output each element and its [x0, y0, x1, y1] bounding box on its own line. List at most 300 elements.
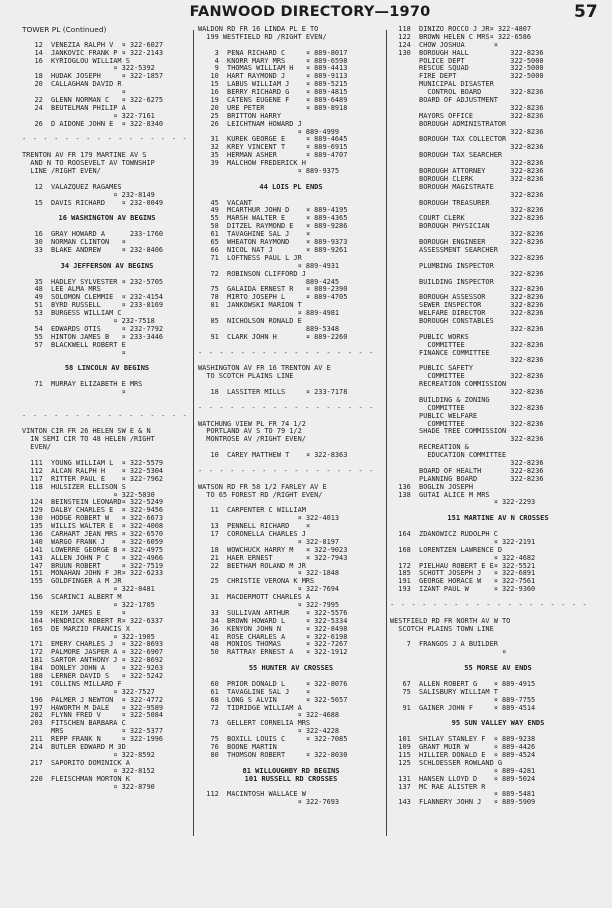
directory-line: 20 URE PETER ¤ 889-8918	[198, 104, 348, 112]
directory-line: BOROUGH ASSESSOR 322-8236	[390, 294, 544, 302]
page-title: FANWOOD DIRECTORY—1970	[189, 4, 431, 20]
directory-line: ¤ 322-7161	[22, 112, 155, 120]
section-divider: - - - - - - - - - - - - - - - - -	[198, 349, 375, 357]
directory-line: VINTON CIR FR 26 HELEN SW E & N	[22, 428, 151, 436]
spacer	[390, 657, 606, 665]
directory-line: ¤ 322-4013	[198, 515, 340, 523]
directory-line: 136 CARHART JEAN MRS ¤ 322-6570	[22, 531, 164, 538]
directory-line: 66 NICOL NAT J ¤ 889-9261	[198, 246, 348, 254]
directory-line: ¤ 889-4999	[198, 128, 340, 136]
directory-line: 136 BOGLIN JOSEPH	[390, 483, 473, 491]
directory-line: WASHINGTON AV FR 16 TRENTON AV E	[198, 365, 331, 373]
spacer	[390, 712, 606, 720]
directory-line: 16 BERRY RICHARD G ¤ 889-4815	[198, 89, 348, 97]
directory-line: 322-8236	[390, 459, 544, 467]
directory-line: COURT CLERK 322-8236	[390, 215, 544, 223]
directory-line: 91 CLARK JOHN H ¤ 889-2260	[198, 333, 348, 341]
directory-line: 322-8236	[390, 104, 544, 112]
directory-line: BUILDING & ZONING	[390, 396, 490, 404]
directory-line: PLANNING BOARD 322-8236	[390, 475, 544, 483]
directory-line: 220 FLEISCHMAN MORTON K	[22, 775, 130, 783]
directory-line: 151 MONAHAN JOHN F JR¤ 322-6233	[22, 570, 164, 578]
directory-line: 118 HULSIZER ELLISON S	[22, 483, 126, 491]
directory-line: ¤ 322-7995	[198, 602, 340, 610]
directory-line: 322-8236	[390, 128, 544, 136]
spacer	[390, 507, 606, 515]
directory-line: BOROUGH PHYSICIAN	[390, 223, 490, 231]
directory-line: 141 LOWERRE GEORGE B ¤ 322-4975	[22, 546, 164, 554]
spacer	[198, 397, 384, 405]
spacer	[198, 476, 384, 484]
directory-line: ¤	[22, 349, 126, 357]
directory-line: 91 GAINER JOHN F ¤ 889-4514	[390, 704, 536, 712]
directory-line: 143 ALLEN JOHN P C ¤ 322-4966	[22, 554, 164, 562]
section-divider: - - - - - - - - - - - - - - - - -	[198, 404, 375, 412]
directory-line: 168 LORENTZEN LAWRENCE D	[390, 546, 503, 554]
spacer	[22, 405, 192, 413]
directory-line: WATSON RD FR 58 1/2 FARLEY AV E	[198, 483, 327, 491]
directory-line: 25 BRITTON HARRY	[198, 112, 281, 120]
cross-street-heading: 101 RUSSELL RD CROSSES	[244, 775, 338, 783]
spacer	[22, 176, 192, 184]
directory-line: ¤ 322-2293	[390, 499, 536, 507]
directory-line: MUNICIPAL DISASTER	[390, 81, 494, 89]
directory-line: BOROUGH TAX SEARCHER	[390, 152, 503, 160]
directory-line: 217 SAPORITO DOMINICK A	[22, 759, 130, 767]
spacer	[198, 673, 384, 681]
directory-line: 322-8236	[390, 436, 544, 444]
directory-line: 11 CARPENTER C WILLIAM	[198, 507, 306, 515]
directory-line: 39 MALCHOW FREDERICK H	[198, 160, 306, 168]
directory-line: 140 WARGO FRANK J ¤ 322-6059	[22, 538, 164, 546]
directory-line: BOROUGH ENGINEER 322-8236	[390, 239, 544, 247]
directory-line: ¤	[390, 649, 507, 657]
directory-line: 191 COLLINS MILLARD F	[22, 680, 122, 688]
directory-line: ¤ 889-4281	[390, 767, 536, 775]
directory-line: 165 DE MARZIO FRANCIS X	[22, 625, 130, 633]
spacer	[198, 760, 384, 768]
spacer	[22, 421, 192, 429]
directory-line: 101 SHILAY STANLEY F ¤ 889-9238	[390, 736, 536, 744]
directory-line: COMMITTEE 322-8236	[390, 420, 544, 428]
directory-line: 18 WOWCHUCK HARRY M ¤ 322-9023	[198, 546, 348, 554]
cross-street-heading: 58 LINCOLN AV BEGINS	[64, 365, 150, 373]
directory-line: 16 GRAY HOWARD A 233-1760	[22, 231, 164, 239]
directory-line: PUBLIC SAFETY	[390, 365, 473, 373]
directory-line: ¤ 889-4931	[198, 262, 340, 270]
directory-line: PLUMBING INSPECTOR	[390, 262, 494, 270]
spacer	[22, 271, 192, 279]
section-divider: - - - - - - - - - - - - - - - -	[22, 412, 188, 420]
directory-line: 111 YOUNG WILLIAM L ¤ 322-5579	[22, 459, 164, 467]
directory-line: 193 IZANT PAUL W ¤ 322-9360	[390, 586, 536, 594]
directory-line: 124 CHOW JOSHUA ¤	[390, 41, 498, 49]
directory-line: SEWER INSPECTOR 322-8236	[390, 302, 544, 310]
directory-line: ¤ 889-4981	[198, 310, 340, 318]
directory-line: ¤ 322-7527	[22, 688, 155, 696]
spacer	[390, 594, 606, 602]
directory-line: EDUCATION COMMITTEE	[390, 452, 507, 460]
spacer	[198, 192, 384, 200]
spacer	[390, 728, 606, 736]
directory-line: 18 HUDAK JOSEPH ¤ 322-1857	[22, 73, 164, 81]
directory-line: 31 KUREK GEORGE E ¤ 889-4645	[198, 136, 348, 144]
directory-line: 199 WESTFIELD RD /RIGHT EVEN/	[198, 33, 327, 41]
directory-line: RESCUE SQUAD 322-5000	[390, 65, 544, 73]
directory-line: 172 PIELHAU ROBERT E E¤ 322-5521	[390, 562, 536, 570]
section-divider: - - - - - - - - - - - - - - - - -	[198, 467, 375, 475]
directory-line: ¤ 322-5030	[22, 491, 155, 499]
directory-line: 45 VACANT	[198, 199, 252, 207]
spacer	[22, 357, 192, 365]
directory-line: RECREATION COMMISSION	[390, 381, 507, 389]
directory-line: 322-8236	[390, 286, 544, 294]
directory-line: 211 REPP FRANK N ¤ 322-1996	[22, 736, 164, 744]
directory-line: 322-8236	[390, 144, 544, 152]
directory-line: 889-4245	[198, 278, 340, 286]
directory-line: ¤ 232-8149	[22, 191, 155, 199]
spacer	[198, 342, 384, 350]
directory-line: 17 CORONELLA CHARLES J	[198, 531, 306, 538]
column-divider	[193, 30, 194, 836]
directory-line: WATCHUNG VIEW PL FR 74 1/2	[198, 420, 306, 428]
directory-line: ¤ 322-1705	[22, 602, 155, 610]
directory-line: 61 TAVAGHINE SAL J ¤	[198, 231, 311, 239]
directory-line: 85 NICHOLSON RONALD E	[198, 317, 302, 325]
directory-line: COMMITTEE 322-8236	[390, 404, 544, 412]
directory-line: 122 BROWN HELEN C MRS¤ 322-6586	[390, 33, 532, 41]
directory-column-2	[198, 26, 384, 896]
directory-line: ¤ 322-8197	[198, 538, 340, 546]
directory-line: 48 LEE ALMA MRS	[22, 286, 101, 294]
directory-line: 24 BEUTELMAN PHILIP A	[22, 104, 126, 112]
directory-line: 33 SULLIVAN ARTHUR ¤ 322-5576	[198, 609, 348, 617]
directory-line: 138 GUTAI ALICE M MRS	[390, 491, 490, 499]
directory-line: EVEN/	[22, 444, 52, 452]
directory-line: 147 BRUUN ROBERT ¤ 322-7519	[22, 562, 164, 570]
directory-line: PUBLIC WORKS	[390, 333, 469, 341]
directory-line: 12 VENEZIA RALPH V ¤ 322-6027	[22, 41, 164, 49]
directory-line: 65 WHEATON RAYMOND ¤ 889-9373	[198, 239, 348, 247]
directory-line: 9 THOMAS WILLIAM H ¤ 889-4413	[198, 65, 348, 73]
directory-line: 109 GRANT MUIR W ¤ 889-4426	[390, 744, 536, 752]
cross-street-heading: 55 HUNTER AV CROSSES	[248, 665, 334, 673]
directory-line: 60 PRIOR DONALD L ¤ 322-8076	[198, 680, 348, 688]
directory-line: 188 LERNER DAVID S ¤ 322-5242	[22, 673, 164, 681]
directory-line: 322-8236	[390, 160, 544, 168]
directory-line: ¤ 322-1905	[22, 633, 155, 641]
directory-line: 20 CALLAGHAN DAVID R	[22, 81, 122, 89]
directory-line: 13 PENNELL RICHARD ¤	[198, 523, 311, 531]
directory-line: TO 65 FOREST RD /RIGHT EVEN/	[198, 491, 323, 499]
directory-line: BOROUGH CONSTABLES	[390, 317, 494, 325]
directory-line: BOARD OF HEALTH 322-8236	[390, 467, 544, 475]
directory-line: 155 GOLDFINGER A M JR	[22, 578, 122, 586]
directory-line: 322-8236	[390, 207, 544, 215]
directory-line: 129 DALBY CHARLES E ¤ 322-9456	[22, 507, 164, 515]
directory-line: 4 KNORR MARY MRS ¤ 889-6598	[198, 57, 348, 65]
directory-line: 322-8236	[390, 231, 544, 239]
spacer	[198, 413, 384, 421]
directory-line: 30 NORMAN CLINTON ¤	[22, 239, 126, 247]
directory-line: ¤ 322-7694	[198, 586, 340, 594]
directory-line: 16 KYRIOGLOU WILLIAM S	[22, 57, 130, 65]
directory-line: 75 SALISBURY WILLIAM T	[390, 688, 498, 696]
spacer	[390, 610, 606, 618]
directory-line: 143 FLANNERY JOHN J ¤ 889-5909	[390, 799, 536, 807]
directory-line: 49 SOLOMON CLEMMIE ¤ 232-4154	[22, 294, 164, 302]
directory-line: ¤ 322-7693	[198, 799, 340, 807]
directory-line: 22 GLENN NORMAN C ¤ 322-6275	[22, 97, 164, 105]
directory-line: 125 SCHLOESSER ROWLAND G	[390, 759, 503, 767]
spacer	[22, 34, 192, 42]
directory-line: 26 LEICHTNAM HOWARD J	[198, 120, 302, 128]
column-divider	[386, 30, 387, 836]
cross-street-heading: 55 MORSE AV ENDS	[464, 665, 532, 673]
directory-line: BOROUGH ATTORNEY 322-8236	[390, 168, 544, 176]
spacer	[22, 223, 192, 231]
directory-line: ASSESSMENT SEARCHER	[390, 246, 498, 254]
directory-line: 75 BOXILL LOUIS C ¤ 322-7085	[198, 736, 348, 744]
directory-line: CONTROL BOARD 322-8236	[390, 89, 544, 97]
directory-line: ¤ 322-4682	[390, 554, 536, 562]
directory-line: 184 DONLEY JOHN A ¤ 322-9263	[22, 665, 164, 673]
directory-line: 31 MACDERMOTT CHARLES A	[198, 594, 311, 602]
directory-line: 322-8236	[390, 357, 544, 365]
directory-line: 15 LABUS WILLIAM J ¤ 889-5215	[198, 81, 348, 89]
directory-line: 196 PALMER J NEWTON ¤ 322-4772	[22, 696, 164, 704]
directory-line: 156 SCARINCI ALBERT M	[22, 594, 122, 602]
directory-line: 19 CATENS EUGENE F ¤ 889-6489	[198, 97, 348, 105]
directory-line: 58 DITZEL RAYMOND E ¤ 889-9286	[198, 223, 348, 231]
continued-heading: TOWER PL (Continued)	[22, 26, 107, 34]
directory-line: TRENTON AV FR 179 MARTINE AV S	[22, 152, 147, 160]
spacer	[22, 397, 192, 405]
directory-line: 159 KEIM JAMES E ¤	[22, 609, 126, 617]
directory-line: ¤ 889-9375	[198, 168, 340, 176]
section-divider: - - - - - - - - - - - - - - - - - - -	[390, 602, 588, 610]
directory-line: 14 JANKOVIC FRANK P ¤ 322-2143	[22, 49, 164, 57]
directory-line: 131 HANSEN LLOYD D ¤ 889-5024	[390, 775, 536, 783]
directory-line: 164 ZDANOWICZ RUDOLPH C	[390, 531, 498, 538]
directory-line: 202 FLYNN FRED V ¤ 322-5084	[22, 712, 164, 720]
directory-line: 50 RATTRAY ERNEST A ¤ 322-1912	[198, 649, 348, 657]
directory-line: ¤ 322-8592	[22, 751, 155, 759]
directory-line: 72 TIDRIDGE WILLIAM A	[198, 704, 302, 712]
directory-line: 80 THOMSON ROBERT ¤ 322-8030	[198, 751, 348, 759]
directory-line: 25 CHRISTIE VERONA K MRS	[198, 578, 315, 586]
directory-line: 55 MARSH WALTER E ¤ 889-4365	[198, 215, 348, 223]
directory-line: POLICE DEPT 322-5000	[390, 57, 544, 65]
directory-line: IN SEMI CIR TO 48 HELEN /RIGHT	[22, 436, 155, 444]
directory-line: BOROUGH CLERK 322-8236	[390, 175, 544, 183]
directory-line: 55 HINTON JAMES B ¤ 233-3446	[22, 333, 164, 341]
directory-line: WALDON RD FR 16 LINDA PL E TO	[198, 26, 319, 33]
directory-line: 12 VALAZQUEZ RAGAMES	[22, 183, 122, 191]
spacer	[22, 255, 192, 263]
directory-line: 26 D AIDONE JOHN E ¤ 322-8340	[22, 120, 164, 128]
directory-line: MRS ¤ 322-5377	[22, 728, 164, 736]
spacer	[198, 176, 384, 184]
directory-line: 51 BYRD RUSSELL ¤ 233-8169	[22, 302, 164, 310]
directory-line: 191 GEORGE HORACE W ¤ 322-7561	[390, 578, 536, 586]
directory-line: 322-8236	[390, 325, 544, 333]
directory-line: 76 BOONE MARTIN	[198, 744, 277, 752]
spacer	[22, 144, 192, 152]
directory-line: BOROUGH ADMINISTRATOR	[390, 120, 507, 128]
directory-line: 73 GELLERT CORNELIA MRS	[198, 720, 311, 728]
directory-line: SCOTCH PLAINS TOWN LINE	[390, 625, 494, 633]
directory-line: 71 MURRAY ELIZABETH E MRS	[22, 381, 143, 389]
cross-street-heading: 151 MARTINE AV N CROSSES	[447, 515, 549, 523]
spacer	[198, 444, 384, 452]
spacer	[198, 784, 384, 792]
directory-line: 135 WILLIS WALTER E ¤ 322-4008	[22, 523, 164, 531]
directory-line: 115 HILLIER DONALD E ¤ 889-4524	[390, 751, 536, 759]
directory-line: 124 BEINSTEIN LEONARD¤ 322-5249	[22, 499, 164, 507]
page-number: 57	[574, 2, 598, 22]
directory-line: 164 HENDRICK ROBERT R¤ 322-6337	[22, 617, 164, 625]
directory-line: 48 MONIOS THOMAS ¤ 322-7267	[198, 641, 348, 649]
directory-line: 137 MC RAE ALISTER R	[390, 783, 486, 791]
directory-line: LINE /RIGHT EVEN/	[22, 168, 101, 176]
directory-line: FINANCE COMMITTEE	[390, 349, 490, 357]
directory-line: 54 EDWARDS OTIS ¤ 232-7792	[22, 325, 164, 333]
directory-line: 322-8236	[390, 270, 544, 278]
directory-line: BOROUGH TREASURER	[390, 199, 490, 207]
directory-line: 36 KENYON JOHN N ¤ 322-8498	[198, 625, 348, 633]
directory-line: 322-8236	[390, 254, 544, 262]
directory-line: TO SCOTCH PLAINS LINE	[198, 373, 294, 381]
cross-street-heading: 16 WASHINGTON AV BEGINS	[58, 215, 156, 223]
directory-line: WESTFIELD RD FR NORTH AV W TO	[390, 617, 511, 625]
directory-line: 181 SARTOR ANTHONY J ¤ 322-8692	[22, 657, 164, 665]
cross-street-heading: 95 SUN VALLEY WAY ENDS	[451, 720, 545, 728]
directory-line: 322-8236	[390, 191, 544, 199]
directory-line: 78 MIRTO JOSEPH L ¤ 889-4705	[198, 294, 348, 302]
directory-line: 53 BURGESS WILLIAM C	[22, 310, 122, 318]
directory-line: 68 LONG S ALVIN ¤ 322-5657	[198, 696, 348, 704]
directory-line: 130 BOROUGH HALL 322-8236	[390, 49, 544, 57]
directory-line: COMMITTEE 322-8236	[390, 373, 544, 381]
spacer	[22, 452, 192, 460]
directory-line: 15 DAVIS RICHARD ¤ 232-0049	[22, 199, 164, 207]
directory-line: 10 CAREY MATTHEW T ¤ 322-8363	[198, 452, 348, 460]
directory-line: BUILDING INSPECTOR	[390, 278, 494, 286]
directory-line: 117 RITTER PAUL E ¤ 322-7962	[22, 475, 164, 483]
directory-line: 22 BEETHAM ROLAND M JR	[198, 562, 306, 570]
directory-column-3	[390, 26, 606, 896]
directory-line: 81 JANKOWSKI MARION T	[198, 302, 302, 310]
directory-line: 214 BUTLER EDWARD M 3D	[22, 744, 126, 752]
directory-line: 171 EMERY CHARLES J ¤ 322-8693	[22, 641, 164, 649]
directory-line: 112 ALCAN RALPH H ¤ 322-5304	[22, 467, 164, 475]
spacer	[22, 129, 192, 137]
spacer	[198, 42, 384, 50]
directory-line: MAYORS OFFICE 322-8236	[390, 112, 544, 120]
directory-line: 197 HAWORTH M DALE ¤ 322-9589	[22, 704, 164, 712]
directory-line: 35 HADLEY SYLVESTER ¤ 232-5705	[22, 278, 164, 286]
directory-line: 112 MACINTOSH WALLACE W	[198, 791, 306, 799]
directory-line: BOROUGH TAX COLLECTOR	[390, 136, 507, 144]
directory-line: ¤ 322-8481	[22, 586, 155, 594]
directory-line: 71 LOFTNESS PAUL L JR	[198, 254, 302, 262]
directory-line: WELFARE DIRECTOR 322-8236	[390, 310, 544, 318]
directory-line: ¤ 322-8790	[22, 783, 155, 791]
directory-line: ¤	[22, 388, 126, 396]
directory-line: COMMITTEE 322-8236	[390, 341, 544, 349]
spacer	[198, 357, 384, 365]
directory-line: FIRE DEPT 322-5000	[390, 73, 544, 81]
directory-line: 10 HART RAYMOND J ¤ 889-9113	[198, 73, 348, 81]
directory-line: 34 BROWN HOWARD L ¤ 322-5334	[198, 617, 348, 625]
directory-line: 172 PALMORE JASPER A ¤ 322-6907	[22, 649, 164, 657]
directory-line: 75 GALAIDA ERNEST R ¤ 889-2390	[198, 286, 348, 294]
section-divider: - - - - - - - - - - - - - - - -	[22, 136, 188, 144]
spacer	[198, 657, 384, 665]
spacer	[22, 207, 192, 215]
directory-column-1	[22, 26, 192, 896]
directory-line: ¤ 322-5392	[22, 65, 155, 73]
directory-line: BOARD OF ADJUSTMENT	[390, 97, 498, 105]
directory-line: 7 FRANGOS J A BUILDER	[390, 641, 498, 649]
directory-line: BOROUGH MAGISTRATE	[390, 183, 494, 191]
directory-line: PUBLIC WELFARE	[390, 412, 478, 420]
spacer	[390, 673, 606, 681]
cross-street-heading: 34 JEFFERSON AV BEGINS	[60, 262, 154, 270]
directory-line: ¤ 322-8152	[22, 767, 155, 775]
directory-line: ¤	[22, 89, 126, 97]
directory-line: 61 TAVAGLINE SAL J ¤	[198, 688, 311, 696]
cross-street-heading: 44 LOIS PL ENDS	[259, 183, 323, 191]
directory-line: 32 KREY VINCENT T ¤ 889-6915	[198, 144, 348, 152]
directory-line: 72 ROBINSON CLIFFORD J	[198, 270, 306, 278]
cross-street-heading: 81 WILLOUGHBY RD BEGINS	[242, 767, 340, 775]
directory-line: 118 DINIZO ROCCO J JR¤ 322-4807	[390, 26, 532, 33]
directory-line: 49 MCARTHUR JOHN D ¤ 889-4195	[198, 207, 348, 215]
directory-line: SHADE TREE COMMISSION	[390, 428, 507, 436]
directory-line: PORTLAND AV S TO 79 1/2	[198, 428, 302, 436]
directory-line: 57 BLACKWELL ROBERT E	[22, 341, 126, 349]
spacer	[198, 381, 384, 389]
spacer	[390, 634, 606, 642]
directory-line: ¤ 889-7755	[390, 696, 536, 704]
spacer	[22, 373, 192, 381]
directory-line: 33 BLAKE ANDREW ¤ 232-8406	[22, 246, 164, 254]
directory-line: ¤ 322-2191	[390, 538, 536, 546]
directory-line: 21 HAER ERNEST ¤ 322-7943	[198, 554, 348, 562]
directory-line: ¤ 322-4228	[198, 728, 340, 736]
directory-line: 41 ROSE CHARLES A ¤ 322-6198	[198, 633, 348, 641]
spacer	[390, 523, 606, 531]
directory-line: RECREATION &	[390, 444, 469, 452]
directory-line: 35 HERMAN ASHER ¤ 889-4707	[198, 152, 348, 160]
directory-line: ¤ 889-5481	[390, 791, 536, 799]
directory-line: MONTROSE AV /RIGHT EVEN/	[198, 436, 306, 444]
directory-line: 889-5348	[198, 325, 340, 333]
spacer	[198, 460, 384, 468]
directory-line: 322-8236	[390, 388, 544, 396]
directory-line: ¤ 322-4688	[198, 712, 340, 720]
directory-line: AND N TO ROOSEVELT AV TOWNSHIP	[22, 160, 155, 168]
directory-line: ¤ 322-1848	[198, 570, 340, 578]
directory-line: 203 FITSCHEN BARBARA C	[22, 720, 126, 728]
directory-line: 18 LASSITER MILLS ¤ 233-7178	[198, 388, 348, 396]
directory-line: 67 ALLEN ROBERT G ¤ 889-4915	[390, 680, 536, 688]
directory-line: 3 PENA RICHARD C ¤ 889-8017	[198, 49, 348, 57]
spacer	[198, 499, 384, 507]
directory-line: ¤ 232-7518	[22, 317, 155, 325]
